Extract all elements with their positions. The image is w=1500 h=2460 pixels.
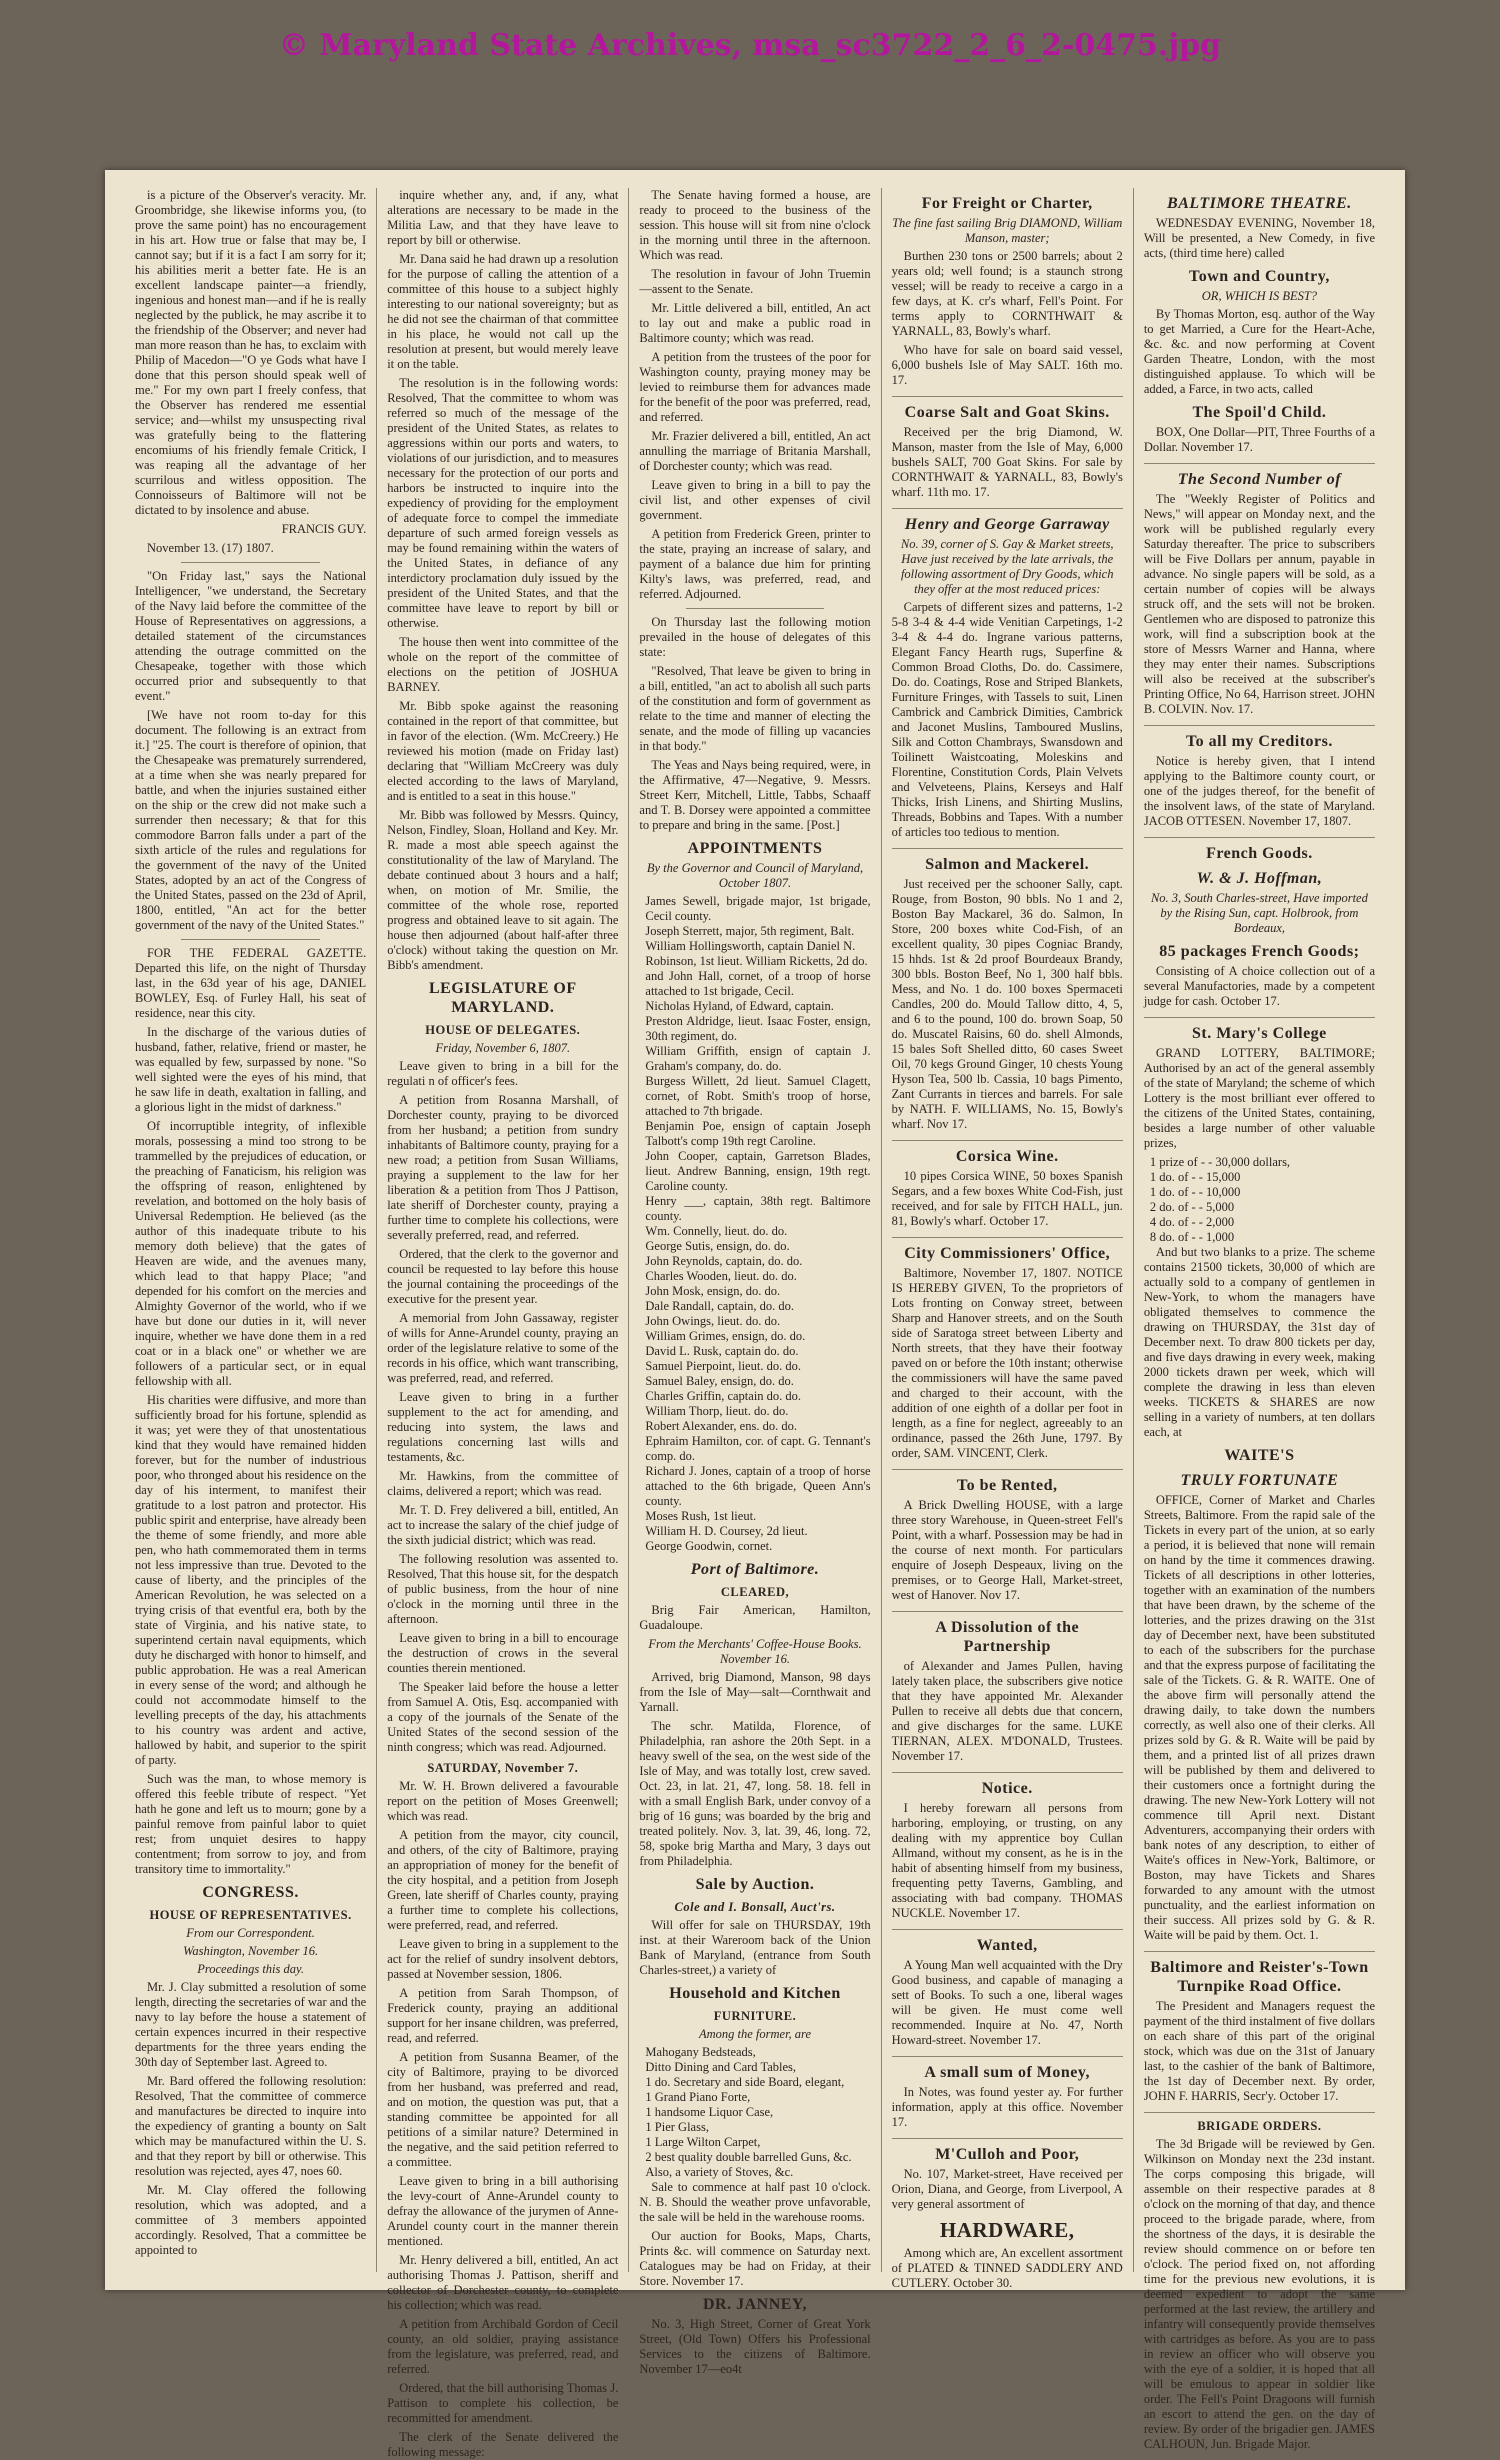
- ad-heading: TRULY FORTUNATE: [1180, 1472, 1339, 1489]
- ad-heading: Town and Country,: [1188, 268, 1330, 285]
- ad-heading: DR. JANNEY,: [702, 2296, 808, 2313]
- paragraph: is a picture of the Observer's veracity. Mr. Groombridge, she likewise informs you, (to prove the same point) has no encouragement in his art. How true or false that may be, I cannot say; but if it is a fact I am sorry for it; his abilities merit a better fate. He is an excellent landscape painter—a friendly, ingenious and honest man—and if he is really neglected by the publick, he may ascribe it to the friendship of the Observer; and never had man more reason than he has, to exclaim with Philip of Macedon—"O ye Gods what have I done that this person should speak well of me." For my own part I freely confess, that the Observer has rendered me essential service; and—whilst my unsuspecting rival was gratefully being to the flattering encomiums of his friendly female Critick, I was reaping all the advantage of her scurrilous and witless opposition. The Connoisseurs of Baltimore will not be dictated to by insolence and abuse.: [135, 188, 367, 517]
- paragraph: No. 107, Market-street, Have received per Orion, Diana, and George, from Liverpool, A very general assortment of: [891, 2167, 1123, 2211]
- furniture-list: [639, 2045, 870, 2180]
- paragraph: Arrived, brig Diamond, Manson, 98 days from the Isle of May—salt—Cornthwait and Yarnall.: [639, 1670, 871, 1714]
- paragraph: Of incorruptible integrity, of inflexible morals, possessing a mind too strong to be trammelled by the prejudices of education, or the preaching of Fanaticism, his religion was the offspring of reason, enlightened by revelation, and bottomed on the holy basis of Universal Redemption. He believed (as the author of this inadequate tribute to his memory doth believe) that the gates of Heaven are wide, and the avenues many, which lead to that happy Place; "and depended for his comfort on the mercies and Almighty Governor of the world, who if we have but done our duties in it, will never inquire, whether we have done them in a red coat or in a black one" or whether we are followers of a particular sect, or in equal fellowship with all.: [135, 1119, 367, 1388]
- subheading: Among the former, are: [698, 2027, 812, 2041]
- ad-heading: The Spoil'd Child.: [1192, 404, 1327, 421]
- list-item: Burgess Willett, 2d lieut. Samuel Clagett, cornet, of Robt. Smith's troop of horse, attached to 7th brigade.: [645, 1074, 871, 1118]
- paragraph: Mr. M. Clay offered the following resolution, which was adopted, and a committee of 3 members appointed accordingly. Resolved, That a committee be appointed to: [135, 2183, 367, 2257]
- subheading: HOUSE OF REPRESENTATIVES.: [149, 1908, 352, 1922]
- paragraph: Ordered, that the clerk to the governor and council be requested to lay before this house the journal containing the proceedings of the executive for the present year.: [387, 1247, 619, 1306]
- paragraph: The resolution in favour of John Truemin—assent to the Senate.: [639, 267, 871, 296]
- ad-heading: 85 packages French Goods;: [1159, 943, 1360, 960]
- subheading: From the Merchants' Coffee-House Books. November 16.: [648, 1637, 862, 1666]
- paragraph: The Yeas and Nays being required, were, in the Affirmative, 47—Negative, 9. Messrs. Street Kerr, Mitchell, Little, Tabbs, Schaaff and T. B. Dorsey were appointed a committee to prepare and bring in the same. [Post.]: [639, 758, 871, 832]
- ad-heading: WAITE'S: [1224, 1447, 1295, 1464]
- paragraph: The clerk of the Senate delivered the following message:: [387, 2430, 619, 2459]
- ad-heading: Coarse Salt and Goat Skins.: [904, 404, 1110, 421]
- list-item: George Goodwin, cornet.: [645, 1539, 773, 1553]
- list-item: William Hollingsworth, captain Daniel N.: [645, 939, 856, 953]
- list-item: Benjamin Poe, ensign of captain Joseph Talbott's comp 19th regt Caroline.: [645, 1119, 871, 1148]
- list-item: 1 Large Wilton Carpet,: [645, 2135, 761, 2149]
- paragraph: Ordered, that the bill authorising Thomas J. Pattison to complete his collection, be recommitted for amendment.: [387, 2381, 619, 2425]
- advertisement: [892, 1147, 1123, 1238]
- list-item: John Owings, lieut. do. do.: [645, 1314, 781, 1328]
- appointments-list: [639, 894, 870, 1554]
- list-item: 1 do. of - - 10,000: [1149, 1185, 1241, 1199]
- ad-heading: BRIGADE ORDERS.: [1197, 2119, 1322, 2133]
- advertisement: [892, 855, 1123, 1141]
- paragraph: Leave given to bring in a further supplement to the act for amending, and reducing into system, the laws and regulations concerning last wills and testaments, &c.: [387, 1390, 619, 1464]
- list-item: 1 do. of - - 15,000: [1149, 1170, 1241, 1184]
- paragraph: FOR THE FEDERAL GAZETTE. Departed this life, on the night of Thursday last, in the 63d year of his age, DANIEL BOWLEY, Esq. of Furley Hall, his seat of residence, near this city.: [135, 946, 367, 1020]
- paragraph: Mr. Henry delivered a bill, entitled, An act authorising Thomas J. Pattison, sheriff and collector of Dorchester county, to complete his collection; which was read.: [387, 2253, 619, 2312]
- paragraph: A petition from Susanna Beamer, of the city of Baltimore, praying to be divorced from her husband, was preferred and read, and on motion, the question was put, that a standing committee be appointed for all petitions of a similar nature? Determined in the negative, and the said petition referred to a committee.: [387, 2050, 619, 2169]
- list-item: 1 do. Secretary and side Board, elegant,: [645, 2075, 845, 2089]
- paragraph: Mr. Frazier delivered a bill, entitled, An act annulling the marriage of Britania Marshall, of Dorchester county; which was read.: [639, 429, 871, 473]
- paragraph: A Young Man well acquainted with the Dry Good business, and capable of managing a sett of Books. To such a one, liberal wages will be given. He must come well recommended. Inquire at No. 47, North Howard-street. November 17.: [891, 1958, 1123, 2047]
- subheading: By the Governor and Council of Maryland, October 1807.: [646, 861, 864, 890]
- paragraph: Leave given to bring in a bill authorising the levy-court of Anne-Arundel county to defray the allowance of the jurymen of Anne-Arundel county court in the manner therein mentioned.: [387, 2174, 619, 2248]
- paragraph: 10 pipes Corsica WINE, 50 boxes Spanish Segars, and a few boxes White Cod-Fish, just received, and for sale by FITCH HALL, jun. 81, Bowly's wharf. October 17.: [891, 1169, 1123, 1228]
- paragraph: The Senate having formed a house, are ready to proceed to the business of the session. This house will sit from nine o'clock in the morning until three in the afternoon. Which was read.: [639, 188, 871, 262]
- list-item: 2 best quality double barrelled Guns, &c.: [645, 2150, 852, 2164]
- dateline: Friday, November 6, 1807.: [435, 1041, 571, 1055]
- paragraph: Mr. Hawkins, from the committee of claims, delivered a report; which was read.: [387, 1469, 619, 1498]
- paragraph: A petition from Frederick Green, printer to the state, praying an increase of salary, and payment of a balance due him for printing Kilty's laws, was preferred, read, and referred. Adjourned.: [639, 527, 871, 601]
- paragraph: inquire whether any, and, if any, what alterations are necessary to be made in the Militia Law, and that they have leave to report by bill or otherwise.: [387, 188, 619, 247]
- list-item: 1 Pier Glass,: [645, 2120, 709, 2134]
- advertisement: [892, 194, 1123, 397]
- list-item: Robinson, 1st lieut. William Ricketts, 2d do.: [645, 954, 868, 968]
- subheading: No. 3, South Charles-street, Have imported by the Rising Sun, capt. Holbrook, from Bordeaux,: [1150, 891, 1368, 935]
- subheading: Cole and I. Bonsall, Auct'rs.: [674, 1900, 836, 1914]
- paragraph: Leave given to bring in a bill to encourage the destruction of crows in the several counties therein mentioned.: [387, 1631, 619, 1675]
- subheading: FURNITURE.: [713, 2009, 797, 2023]
- paragraph: A Brick Dwelling HOUSE, with a large three story Warehouse, in Queen-street Fell's Point, with a wharf. Possession may be had in the course of next month. For particulars enquire of Joseph Despeaux, living on the premises, or to George Hall, Market-street, west of Hanover. Nov 17.: [891, 1498, 1123, 1602]
- section-heading: LEGISLATURE OF MARYLAND.: [428, 980, 577, 1016]
- list-item: William H. D. Coursey, 2d lieut.: [645, 1524, 808, 1538]
- paragraph: Leave given to bring in a bill for the regulati n of officer's fees.: [387, 1059, 619, 1088]
- subheading: From our Correspondent.: [186, 1926, 315, 1940]
- paragraph: Who have for sale on board said vessel, 6,000 bushels Isle of May SALT. 16th mo. 17.: [891, 343, 1123, 387]
- advertisement: [892, 515, 1123, 849]
- paragraph: The President and Managers request the payment of the third instalment of five dollars on each share of this part of the original stock, which was due on the 31st of January last, to the cashier of the bank of Baltimore, the 1st day of December next. By order, JOHN F. HARRIS, Secr'y. October 17.: [1143, 1999, 1376, 2103]
- list-item: Charles Griffin, captain do. do.: [645, 1389, 802, 1403]
- section-heading: APPOINTMENTS: [687, 840, 823, 857]
- ad-heading: Salmon and Mackerel.: [925, 856, 1090, 873]
- ad-heading: St. Mary's College: [1192, 1025, 1327, 1042]
- paragraph: Mr. W. H. Brown delivered a favourable report on the petition of Moses Greenwell; which was read.: [387, 1779, 619, 1823]
- ad-heading: Henry and George Garraway: [904, 516, 1110, 533]
- ad-heading: To all my Creditors.: [1185, 733, 1333, 750]
- list-item: John Mosk, ensign, do. do.: [645, 1284, 781, 1298]
- paragraph: The following resolution was assented to. Resolved, That this house sit, for the despatch of public business, from the hour of nine o'clock in the morning until three in the afternoon.: [387, 1552, 619, 1626]
- list-item: Charles Wooden, lieut. do. do.: [645, 1269, 797, 1283]
- divider: [181, 939, 320, 940]
- paragraph: The schr. Matilda, Florence, of Philadelphia, ran ashore the 20th Sept. in a heavy swell of the sea, on the west side of the Isle of May, and was totally lost, crew saved. Oct. 23, in lat. 21, 47, long. 58. 18. fell in with a small English Bark, under convoy of a brig of 16 guns; was boarded by the brig and treated politely. Nov. 3, lat. 39, 46, long. 72, 58, spoke brig Martha and Mary, 3 days out from Philadelphia.: [639, 1719, 871, 1868]
- ad-heading: City Commissioners' Office,: [904, 1245, 1111, 1262]
- ad-heading: HARDWARE,: [939, 2218, 1075, 2242]
- paragraph: Our auction for Books, Maps, Charts, Prints &c. will commence on Saturday next. Catalogues may be had on Friday, at their Store. November 17.: [639, 2229, 871, 2288]
- advertisement: [1144, 470, 1375, 726]
- paragraph: WEDNESDAY EVENING, November 18, Will be presented, a New Comedy, in five acts, (third time here) called: [1143, 216, 1376, 260]
- paragraph: In Notes, was found yester ay. For further information, apply at this office. November 17.: [891, 2085, 1123, 2129]
- paragraph: Mr. T. D. Frey delivered a bill, entitled, An act to increase the salary of the chief judge of the sixth judicial district; which was read.: [387, 1503, 619, 1547]
- section-heading: Sale by Auction.: [695, 1876, 815, 1893]
- list-item: 1 Grand Piano Forte,: [645, 2090, 751, 2104]
- paragraph: Mr. Bibb spoke against the reasoning contained in the report of that committee, but in favor of the election. (Wm. McCreery.) He reviewed his motion (made on Friday last) declaring that "William McCreery was duly elected according to the laws of Maryland, and is entitled to a seat in this house.": [387, 699, 619, 803]
- advertisement: [892, 403, 1123, 509]
- subheading: Proceedings this day.: [197, 1962, 304, 1976]
- column-1: [125, 188, 377, 2272]
- subheading: CLEARED,: [720, 1585, 790, 1599]
- list-item: Mahogany Bedsteads,: [645, 2045, 756, 2059]
- column-5: [1134, 188, 1385, 2451]
- advertisement: [892, 1618, 1123, 1773]
- list-item: 1 handsome Liquor Case,: [645, 2105, 774, 2119]
- advertisement: [1144, 1958, 1375, 2113]
- advertisement: [1144, 1024, 1375, 1952]
- list-item: 1 prize of - - 30,000 dollars,: [1149, 1155, 1291, 1169]
- paragraph: Leave given to bring in a bill to pay the civil list, and other expenses of civil government.: [639, 478, 871, 522]
- list-item: Ditto Dining and Card Tables,: [645, 2060, 797, 2074]
- list-item: Henry ___, captain, 38th regt. Baltimore county.: [645, 1194, 871, 1223]
- paragraph: Just received per the schooner Sally, capt. Rouge, from Boston, 90 bbls. No 1 and 2, Boston Bay Mackarel, 36 do. Salmon, In Store, 200 boxes white Cod-Fish, of an excellent quality, 30 pipes Cogniac Brandy, 15 hhds. 1st & 2d proof Bourdeaux Brandy, 300 bbls. Boston Beef, No 1, 300 half bbls. Mess, and No. 1 do. 100 boxes Spermaceti Candles, 200 do. Mould Tallow ditto, 4, 5, and 6 to the pound, 100 do. brown Soap, 50 do. Muscatel Raisins, 60 do. shell Almonds, 15 bales Soft Shelled ditto, 60 cases Sweet Oil, 70 kegs Ground Ginger, 10 chests Young Hyson Tea, 500 lb. Cassia, 10 bags Pimento, Zant Currants in tierces and barrels. For sale by NATH. F. WILLIAMS, No. 15, Bowly's wharf. Nov 17.: [891, 877, 1123, 1131]
- paragraph: Consisting of A choice collection out of a several Manufactories, made by a competent judge for cash. October 17.: [1143, 964, 1376, 1008]
- advertisement: [1144, 844, 1375, 1018]
- prize-list: [1144, 1155, 1375, 1245]
- paragraph: A petition from Sarah Thompson, of Frederick county, praying an additional support for her insane children, was preferred, read, and referred.: [387, 1986, 619, 2045]
- ad-heading: Corsica Wine.: [955, 1148, 1059, 1165]
- section-heading: CONGRESS.: [202, 1884, 299, 1901]
- list-item: William Grimes, ensign, do. do.: [645, 1329, 806, 1343]
- paragraph: A memorial from John Gassaway, register of wills for Anne-Arundel county, praying an order of the legislature relative to some of the records in his office, which want transcribing, was preferred, read, and referred.: [387, 1311, 619, 1385]
- list-item: John Cooper, captain, Garretson Blades, lieut. Andrew Banning, ensign, 19th regt. Caroline county.: [645, 1149, 871, 1193]
- column-3: [629, 188, 881, 2376]
- paragraph: Will offer for sale on THURSDAY, 19th inst. at their Wareroom back of the Union Bank of Maryland, (entrance from South Charles-street,) a variety of: [639, 1918, 871, 1977]
- dateline: Washington, November 16.: [183, 1944, 319, 1958]
- ad-heading: M'Culloh and Poor,: [935, 2146, 1080, 2163]
- paragraph: of Alexander and James Pullen, having lately taken place, the subscribers give notice that they have appointed Mr. Alexander Pullen to receive all debts due that concern, and give discharges for the same. LUKE TIERNAN, ALEX. M'DONALD, Trustees. November 17.: [891, 1659, 1123, 1763]
- list-item: William Griffith, ensign of captain J. Graham's company, do. do.: [645, 1044, 871, 1073]
- subheading: No. 39, corner of S. Gay & Market streets, Have just received by the late arrivals, the following assortment of Dry Goods, which they offer at the most reduced prices:: [900, 537, 1114, 596]
- list-item: Robert Alexander, ens. do. do.: [645, 1419, 797, 1433]
- ad-heading: BALTIMORE THEATRE.: [1167, 195, 1352, 212]
- list-item: George Sutis, ensign, do. do.: [645, 1239, 790, 1253]
- column-4: [882, 188, 1134, 2290]
- list-item: Joseph Sterrett, major, 5th regiment, Balt.: [645, 924, 855, 938]
- ad-heading: Household and Kitchen: [669, 1985, 841, 2002]
- advertisement: [892, 1936, 1123, 2057]
- advertisement: [1144, 732, 1375, 838]
- newspaper-page: [105, 170, 1405, 2459]
- list-item: and John Hall, cornet, of a troop of horse attached to 1st brigade, Cecil.: [645, 969, 871, 998]
- paragraph: Mr. Bibb was followed by Messrs. Quincy, Nelson, Findley, Sloan, Holland and Key. Mr. R. made a most able speech against the constitutionality of the law of Maryland. The debate continued about 3 hours and a half; when, on motion of Mr. Smilie, the committee of the whole rose, reported progress and obtained leave to sit again. The house then adjourned (about half-after three o'clock) without taking the question on Mr. Bibb's amendment.: [387, 808, 619, 972]
- paragraph: Mr. Little delivered a bill, entitled, An act to lay out and make a public road in Baltimore county; which was read.: [639, 301, 871, 345]
- subheading: OR, WHICH IS BEST?: [1201, 289, 1318, 303]
- paragraph: Mr. Bard offered the following resolution: Resolved, That the committee of commerce and manufactures be directed to inquire into the expediency of granting a bounty on Salt which may be manufactured within the U. S. and that they report by bill or otherwise. This resolution was rejected, ayes 47, noes 60.: [135, 2074, 367, 2178]
- paragraph: Brig Fair American, Hamilton, Guadaloupe.: [639, 1603, 871, 1632]
- paragraph: A petition from the trustees of the poor for Washington county, praying money may be levied to reimburse them for advances made for the benefit of the poor was preferred, read, and referred.: [639, 350, 871, 424]
- subheading: HOUSE OF DELEGATES.: [425, 1023, 581, 1037]
- paragraph: Among which are, An excellent assortment of PLATED & TINNED SADDLERY AND CUTLERY. October 30.: [891, 2246, 1123, 2290]
- list-item: Nicholas Hyland, of Edward, captain.: [645, 999, 834, 1013]
- section-heading: Port of Baltimore.: [690, 1561, 820, 1578]
- list-item: William Thorp, lieut. do. do.: [645, 1404, 789, 1418]
- list-item: James Sewell, brigade major, 1st brigade, Cecil county.: [645, 894, 871, 923]
- list-item: Moses Rush, 1st lieut.: [645, 1509, 757, 1523]
- ad-heading: A Dissolution of the Partnership: [935, 1619, 1080, 1655]
- paragraph: Carpets of different sizes and patterns, 1-2 5-8 3-4 & 4-4 wide Venitian Carpetings, 1-2 3-4 & 4-4 do. Ingrane various patterns, Elegant Fancy Hearth rugs, Superfine & Common Broad Cloths, Do. do. Cassimere, Do. do. Coatings, Rose and Striped Blankets, Furniture Fringes, with Tassels to suit, Linen Cambrick and Cambrick Dimities, Cambrick and Jaconet Muslins, Tamboured Muslins, Silk and Cotton Chambrays, Swansdown and Toilinett Waistcoating, Moleskins and Florentine, Constitution Cords, Plain Velvets and Velveteens, Plains, Kerseys and Half Thicks, Irish Linens, and Shirting Muslins, Threads, Bobbins and Tapes. With a number of articles too tedious to mention.: [891, 600, 1123, 839]
- list-item: Preston Aldridge, lieut. Isaac Foster, ensign, 30th regiment, do.: [645, 1014, 871, 1043]
- list-item: Ephraim Hamilton, cor. of capt. G. Tennant's comp. do.: [645, 1434, 871, 1463]
- list-item: 2 do. of - - 5,000: [1149, 1200, 1235, 1214]
- paragraph: In the discharge of the various duties of husband, father, relative, friend or master, he was equalled by few, surpassed by none. "So well sighted were the eyes of his mind, that he saw life in death, exaltation in falling, and a glorious light in the midst of darkness.": [135, 1025, 367, 1114]
- paragraph: Baltimore, November 17, 1807. NOTICE IS HEREBY GIVEN, To the proprietors of Lots fronting on Conway street, between Sharp and Hanover streets, and on the South side of Saratoga street between Liberty and North streets, that they have their footway paved on or before the 10th instant; otherwise the commissioners will have the same paved and charged to their account, with the addition of one eighth of a dollar per foot in length, as a fine for neglect, agreeably to an ordinance, passed the 26th June, 1797. By order, SAM. VINCENT, Clerk.: [891, 1266, 1123, 1460]
- advertisement: [892, 1244, 1123, 1470]
- paragraph: By Thomas Morton, esq. author of the Way to get Married, a Cure for the Heart-Ache, &c. &c. and now performing at Covent Garden Theatre, London, with the most distinguished applause. To which will be added, a Farce, in two acts, called: [1143, 307, 1376, 396]
- column-2: [377, 188, 629, 2459]
- paragraph: Burthen 230 tons or 2500 barrels; about 2 years old; well found; is a staunch strong vessel; will be ready to receive a cargo in a few days, at K. cr's wharf, Fell's Point. For terms apply to CORNTHWAIT & YARNALL, 83, Bowly's wharf.: [891, 249, 1123, 338]
- ad-heading: A small sum of Money,: [924, 2064, 1091, 2081]
- paragraph: On Thursday last the following motion prevailed in the house of delegates of this state:: [639, 615, 871, 659]
- list-item: 4 do. of - - 2,000: [1149, 1215, 1235, 1229]
- paragraph: And but two blanks to a prize. The scheme contains 21500 tickets, 30,000 of which are actually sold to a company of gentlemen in New-York, to whom the managers have obligated themselves to commence the drawing on THURSDAY, the 31st day of December next. To draw 800 tickets per day, and five days drawing in every week, making 2000 tickets drawn per week, which will complete the drawing in less than eleven weeks. TICKETS & SHARES are now selling in a variety of numbers, at ten dollars each, at: [1143, 1245, 1376, 1439]
- paragraph: The resolution is in the following words: Resolved, That the committee to whom was referred so much of the message of the president of the United States, as relates to aggressions within our ports and waters, to violations of our jurisdiction, and to measures necessary for the protection of our ports and harbors be instructed to inquire into the expediency of providing for the employment of adequate force to compel the immediate departure of such armed foreign vessels as may be found remaining within the waters of the United States, in defiance of any interdictory proclamation duly issued by the president of the United States, and that the committee have leave to report by bill or otherwise.: [387, 376, 619, 630]
- paragraph: Such was the man, to whose memory is offered this feeble tribute of respect. "Yet hath he gone and left us to mourn; gone by a painful remove from painful labor to quiet rest; from unquiet desires to happy contentment; from sorrow to joy, and from transitory time to immortality.": [135, 1772, 367, 1876]
- advertisement: [1144, 2119, 1375, 2452]
- advertisement: [892, 2063, 1123, 2139]
- list-item: David L. Rusk, captain do. do.: [645, 1344, 799, 1358]
- paragraph: Notice is hereby given, that I intend applying to the Baltimore county court, or one of the judges thereof, for the benefit of the insolvent laws, of the state of Maryland. JACOB OTTESEN. November 17, 1807.: [1143, 754, 1376, 828]
- subheading: The fine fast sailing Brig DIAMOND, William Manson, master;: [892, 216, 1123, 245]
- divider: [181, 562, 320, 563]
- paragraph: Mr. Dana said he had drawn up a resolution for the purpose of calling the attention of a committee of this house to a subject highly interesting to our national sovereignty; but as he did not see the chairman of that committee in his place, he would not call up the resolution at present, but would merely leave it on the table.: [387, 252, 619, 371]
- list-item: Dale Randall, captain, do. do.: [645, 1299, 794, 1313]
- paragraph: A petition from the mayor, city council, and others, of the city of Baltimore, praying an appropriation of money for the benefit of the city hospital, and a petition from Joseph Green, late sheriff of Charles county, praying a further time to complete his collections, were preferred, read, and referred.: [387, 1828, 619, 1932]
- ad-heading: The Second Number of: [1177, 471, 1342, 488]
- ad-heading: French Goods.: [1206, 845, 1313, 862]
- ad-heading: Notice.: [981, 1780, 1033, 1797]
- paragraph: [We have not room to-day for this document. The following is an extract from it.] "25. The court is therefore of opinion, that the Chesapeake was prematurely surrendered, at a time when she was nearly prepared for battle, and when the injuries sustained either on the ship or the crew did not make such a surrender then necessary; & that for this commodore Barron falls under a part of the sixth article of the rules and regulations for the government of the navy of the United States, adopted by an act of the Congress of the United States, passed on the 23d of April, 1800, entitled, "An act for the better government of the navy of the United States.": [135, 708, 367, 932]
- paragraph: "On Friday last," says the National Intelligencer, "we understand, the Secretary of the Navy laid before the committee of the House of Representatives on aggressions, a detailed statement of the circumstances attending the outrage committed on the Chesapeake, together with those which occurred prior and subsequently to that event.": [135, 569, 367, 703]
- paragraph: A petition from Archibald Gordon of Cecil county, an old soldier, praying assistance from the legislature, was preferred, read, and referred.: [387, 2317, 619, 2376]
- subheading: SATURDAY, November 7.: [427, 1761, 579, 1775]
- list-item: Samuel Pierpoint, lieut. do. do.: [645, 1359, 801, 1373]
- paragraph: His charities were diffusive, and more than sufficiently broad for his fortune, splendid as it was; yet were they of that unostentatious kind that they would have remained hidden forever, but for the number of industrious poor, who thronged about his residence on the day of his interment, to manifest their gratitude to a lost patron and protector. His public spirit and enterprise, have already been the theme of some friendly, and more able pen, who hath commemorated them in terms not less impressive than true. Devoted to the cause of liberty, and the principles of the American Revolution, he was selected on a trying crisis of that eventful era, both by the state of Virginia, and his native state, to superintend certain naval equipments, which duty he discharged with honor to himself, and public approbation. He was a real American in every sense of the word; and although he could not accommodate himself to the levelling precepts of the day, his attachments to his country was ardent and active, hallowed by habit, and superior to the spirit of party.: [135, 1393, 367, 1767]
- paragraph: The Speaker laid before the house a letter from Samuel A. Otis, Esq. accompanied with a copy of the journals of the Senate of the United States of the second session of the ninth congress; which was read. Adjourned.: [387, 1680, 619, 1754]
- paragraph: The house then went into committee of the whole on the report of the committee of elections on the petition of JOSHUA BARNEY.: [387, 635, 619, 694]
- dateline: November 13. (17) 1807.: [147, 541, 274, 555]
- advertisement: [892, 1779, 1123, 1930]
- paragraph: Mr. J. Clay submitted a resolution of some length, directing the secretaries of war and the navy to lay before the house a statement of certain expences incurred in their respective departments for the three years ending the 30th day of September last. Agreed to.: [135, 1980, 367, 2069]
- archive-watermark: © Maryland State Archives, msa_sc3722_2_6_2-0475.jpg: [278, 28, 1222, 63]
- paragraph: The "Weekly Register of Politics and News," will appear on Monday next, and the work will be published regularly every Saturday thereafter. The price to subscribers will be Five Dollars per annum, payable in advance. No single papers will be sold, as a certain number of copies will be always struck off, and the sets will not be broken. Gentlemen who are disposed to patronize this work, will find a subscription book at the store of Messrs Warner and Hanna, where they may enter their names. Subscriptions will also be received at the subscriber's Printing Office, No 64, Harrison street. JOHN B. COLVIN. Nov. 17.: [1143, 492, 1376, 716]
- paragraph: Sale to commence at half past 10 o'clock. N. B. Should the weather prove unfavorable, the sale will be held in the warehouse rooms.: [639, 2180, 871, 2224]
- paragraph: No. 3, High Street, Corner of Great York Street, (Old Town) Offers his Professional Services to the citizens of Baltimore. November 17—eo4t: [639, 2317, 871, 2376]
- list-item: Richard J. Jones, captain of a troop of horse attached to the 6th brigade, Queen Ann's county.: [645, 1464, 871, 1508]
- advertisement: [1144, 194, 1375, 464]
- paragraph: BOX, One Dollar—PIT, Three Fourths of a Dollar. November 17.: [1143, 425, 1376, 454]
- advertisement: [892, 1476, 1123, 1612]
- ad-heading: For Freight or Charter,: [921, 195, 1093, 212]
- paragraph: "Resolved, That leave be given to bring in a bill, entitled, "an act to abolish all such parts of the constitution and form of government as relate to the time and manner of electing the senate, and the mode of filling up vacancies in that body.": [639, 664, 871, 753]
- paragraph: OFFICE, Corner of Market and Charles Streets, Baltimore. From the rapid sale of the Tickets in every part of the union, at so early a period, it is believed that none will remain on hand by the time it commences drawing. Tickets of all descriptions in other lotteries, together with an examination of the numbers that have been drawn, by the scheme of the lotteries, and the prizes drawing on the 31st day of December next, have been substituted to each of the subscribers for the purchase and that the express purpose of facilitating the sale of the Tickets. G. & R. WAITE. One of the above firm will personally attend the drawing daily, to take down the numbers correctly, as well also one of their clerks. All prizes sold by G. & R. Waite will be paid by them, and a printed list of all prizes drawn will be published by them and delivered to their customers once a fortnight during the drawing. The new New-York Lottery will not commence till April next. Distant Adventurers, accompanying their orders with bank notes of any description, to either of Waite's offices in New-York, Baltimore, or Boston, may have Tickets and Shares forwarded to any amount with the utmost punctuality, and the earliest information on their success. All prizes sold by G. & R. Waite will be paid by them. Oct. 1.: [1143, 1493, 1376, 1942]
- list-item: 8 do. of - - 1,000: [1149, 1230, 1235, 1244]
- paragraph: GRAND LOTTERY, BALTIMORE; Authorised by an act of the general assembly of the state of Maryland; the scheme of which Lottery is the most brilliant ever offered to the citizens of the United States, containing, besides a large number of other valuable prizes,: [1143, 1046, 1376, 1150]
- ad-heading: To be Rented,: [956, 1477, 1058, 1494]
- paragraph: A petition from Rosanna Marshall, of Dorchester county, praying to be divorced from her husband; a petition from sundry inhabitants of Baltimore county, praying for a new road; a petition from Susan Williams, praying a supplement to the law for her liberation & a petition from Thos J Pattison, late sheriff of Dorchester county, praying a further time to complete his collections, were severally preferred, read, and referred.: [387, 1093, 619, 1242]
- list-item: Samuel Baley, ensign, do. do.: [645, 1374, 794, 1388]
- list-item: John Reynolds, captain, do. do.: [645, 1254, 803, 1268]
- signature: FRANCIS GUY.: [281, 522, 367, 536]
- list-item: Also, a variety of Stoves, &c.: [645, 2165, 794, 2179]
- paragraph: Received per the brig Diamond, W. Manson, master from the Isle of May, 6,000 bushels SALT, 700 Goat Skins. For sale by CORNTHWAIT & YARNALL, 83, Bowly's wharf. 11th mo. 17.: [891, 425, 1123, 499]
- ad-heading: W. & J. Hoffman,: [1196, 870, 1323, 887]
- advertisement: [892, 2145, 1123, 2291]
- paragraph: The 3d Brigade will be reviewed by Gen. Wilkinson on Monday next the 23d instant. The corps composing this brigade, will assemble on their respective parades at 8 o'clock on the morning of that day, and thence proceed to the brigade parade, where, from the shortness of the days, it is desirable the review should commence on or before ten o'clock. The period fixed on, not affording time for the previous new evolutions, it is deemed expedient to adopt the same performed at the last review, the artillery and infantry will consequently provide themselves with cartridges as before. As you are to pass in review an officer who will observe you with the eye of a soldier, it is hoped that all will be emulous to appear in soldier like order. The Fell's Point Dragoons will furnish an escort to attend the gen. on the day of review. By order of the brigadier gen. JAMES CALHOUN, Jun. Brigade Major.: [1143, 2137, 1376, 2451]
- divider: [686, 608, 825, 609]
- ad-heading: Wanted,: [976, 1937, 1038, 1954]
- list-item: Wm. Connelly, lieut. do. do.: [645, 1224, 788, 1238]
- paragraph: I hereby forewarn all persons from harboring, employing, or trusting, on any dealing with my apprentice boy Cullan Allmand, without my consent, as he is in the habit of absenting himself from my business, frequenting petty Taverns, Gambling, and associating with bad company. THOMAS NUCKLE. November 17.: [891, 1801, 1123, 1920]
- paragraph: Leave given to bring in a supplement to the act for the relief of sundry insolvent debtors, passed at November session, 1806.: [387, 1937, 619, 1981]
- ad-heading: Baltimore and Reister's-Town Turnpike Road Office.: [1150, 1959, 1369, 1995]
